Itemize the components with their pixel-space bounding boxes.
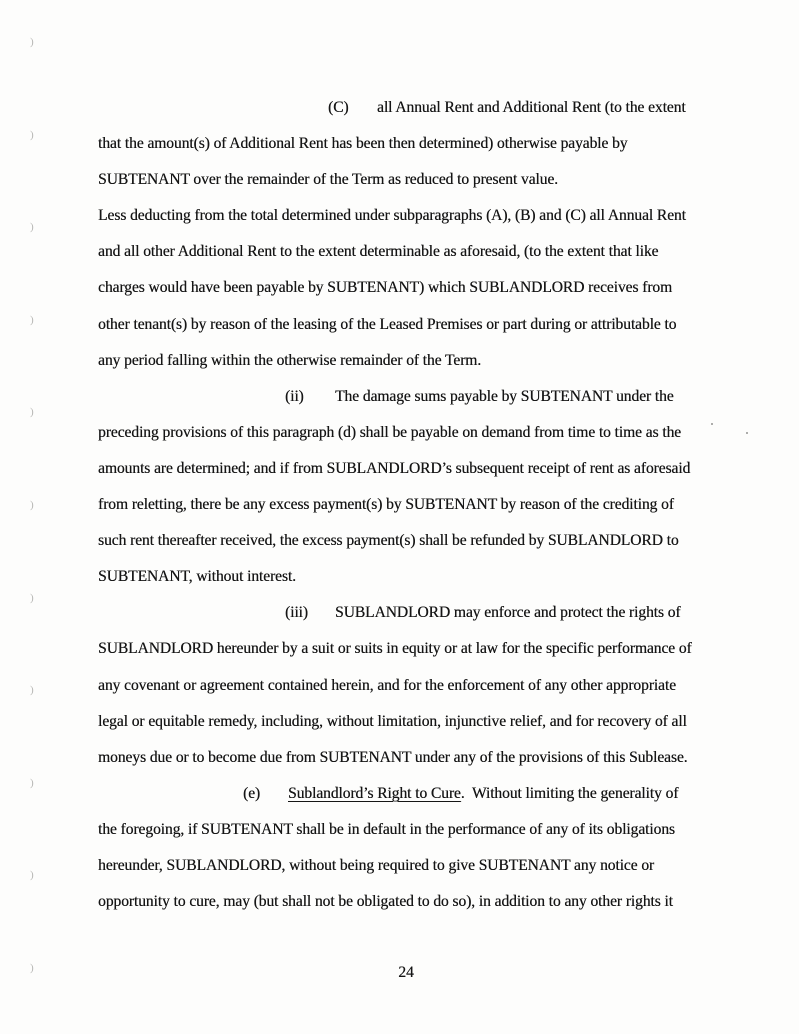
text-line xyxy=(98,307,758,343)
text-line xyxy=(98,162,758,198)
text-line xyxy=(98,379,758,415)
text-line xyxy=(98,90,758,126)
scan-speckle xyxy=(746,432,748,434)
text-line xyxy=(98,884,758,920)
text-segment: such rent thereafter received, the excess payment(s) shall be refunded by SUBLANDLORD to xyxy=(98,532,679,550)
text-segment: that the amount(s) of Additional Rent has been then determined) otherwise payable by xyxy=(98,135,628,153)
text-line xyxy=(98,631,758,667)
document-body xyxy=(98,90,758,920)
text-line xyxy=(98,740,758,776)
text-segment: legal or equitable remedy, including, without limitation, injunctive relief, and for recovery of all xyxy=(98,712,687,730)
text-line xyxy=(98,415,758,451)
text-line xyxy=(98,198,758,234)
text-segment: from reletting, there be any excess payment(s) by SUBTENANT by reason of the crediting of xyxy=(98,496,674,514)
text-segment: any covenant or agreement contained herein, and for the enforcement of any other appropriate xyxy=(98,676,676,694)
underlined-heading: Sublandlord’s Right to Cure xyxy=(288,784,461,802)
paragraph-label: (e) xyxy=(243,784,261,802)
text-line xyxy=(98,812,758,848)
binding-mark: ) xyxy=(30,129,34,141)
text-segment: hereunder, SUBLANDLORD, without being required to give SUBTENANT any notice or xyxy=(98,856,655,874)
text-segment: moneys due or to become due from SUBTENANT under any of the provisions of this Sublease. xyxy=(98,748,688,766)
text-line xyxy=(98,270,758,306)
text-segment: and all other Additional Rent to the extent determinable as aforesaid, (to the extent that like xyxy=(98,243,659,261)
text-segment: all Annual Rent and Additional Rent (to the extent xyxy=(377,99,686,116)
text-segment: SUBTENANT over the remainder of the Term as reduced to present value. xyxy=(98,171,558,189)
text-line xyxy=(98,523,758,559)
page-number: 24 xyxy=(398,964,414,981)
text-segment: opportunity to cure, may (but shall not be obligated to do so), in addition to any other rights it xyxy=(98,893,673,911)
binding-mark: ) xyxy=(30,869,34,881)
text-segment: . Without limiting the generality of xyxy=(460,784,679,802)
text-segment: other tenant(s) by reason of the leasing of the Leased Premises or part during or attributable to xyxy=(98,315,677,333)
text-segment: SUBLANDLORD hereunder by a suit or suits in equity or at law for the specific performance of xyxy=(98,640,692,658)
text-line xyxy=(98,487,758,523)
text-segment: The damage sums payable by SUBTENANT under the xyxy=(335,387,674,405)
text-line xyxy=(98,704,758,740)
text-segment: charges would have been payable by SUBTENANT) which SUBLANDLORD receives from xyxy=(98,279,673,297)
binding-mark: ) xyxy=(30,592,34,604)
paragraph-label: (iii) xyxy=(285,604,308,622)
text-segment: Less deducting from the total determined under subparagraphs (A), (B) and (C) all Annual Rent xyxy=(98,207,686,225)
text-segment: SUBTENANT, without interest. xyxy=(98,568,296,586)
text-line xyxy=(98,126,758,162)
text-line xyxy=(98,559,758,595)
text-line xyxy=(98,234,758,270)
text-line xyxy=(98,595,758,631)
text-line xyxy=(98,343,758,379)
binding-mark: ) xyxy=(30,36,34,48)
binding-mark: ) xyxy=(30,777,34,789)
text-line xyxy=(98,848,758,884)
binding-mark: ) xyxy=(30,962,34,974)
binding-mark: ) xyxy=(30,684,34,696)
paragraph-label: (ii) xyxy=(285,387,304,405)
binding-mark: ) xyxy=(30,499,34,511)
scan-speckle xyxy=(711,423,713,425)
text-line xyxy=(98,776,758,812)
binding-mark: ) xyxy=(30,314,34,326)
binding-mark: ) xyxy=(30,221,34,233)
text-segment: preceding provisions of this paragraph (d) shall be payable on demand from time to time as the xyxy=(98,423,681,441)
paragraph-label: (C) xyxy=(328,99,349,116)
binding-mark: ) xyxy=(30,406,34,418)
text-segment: SUBLANDLORD may enforce and protect the rights of xyxy=(335,604,681,622)
text-segment: amounts are determined; and if from SUBLANDLORD’s subsequent receipt of rent as aforesaid xyxy=(98,459,691,477)
text-segment: the foregoing, if SUBTENANT shall be in default in the performance of any of its obligations xyxy=(98,820,675,838)
text-line xyxy=(98,451,758,487)
text-line xyxy=(98,668,758,704)
text-segment: any period falling within the otherwise remainder of the Term. xyxy=(98,351,482,369)
